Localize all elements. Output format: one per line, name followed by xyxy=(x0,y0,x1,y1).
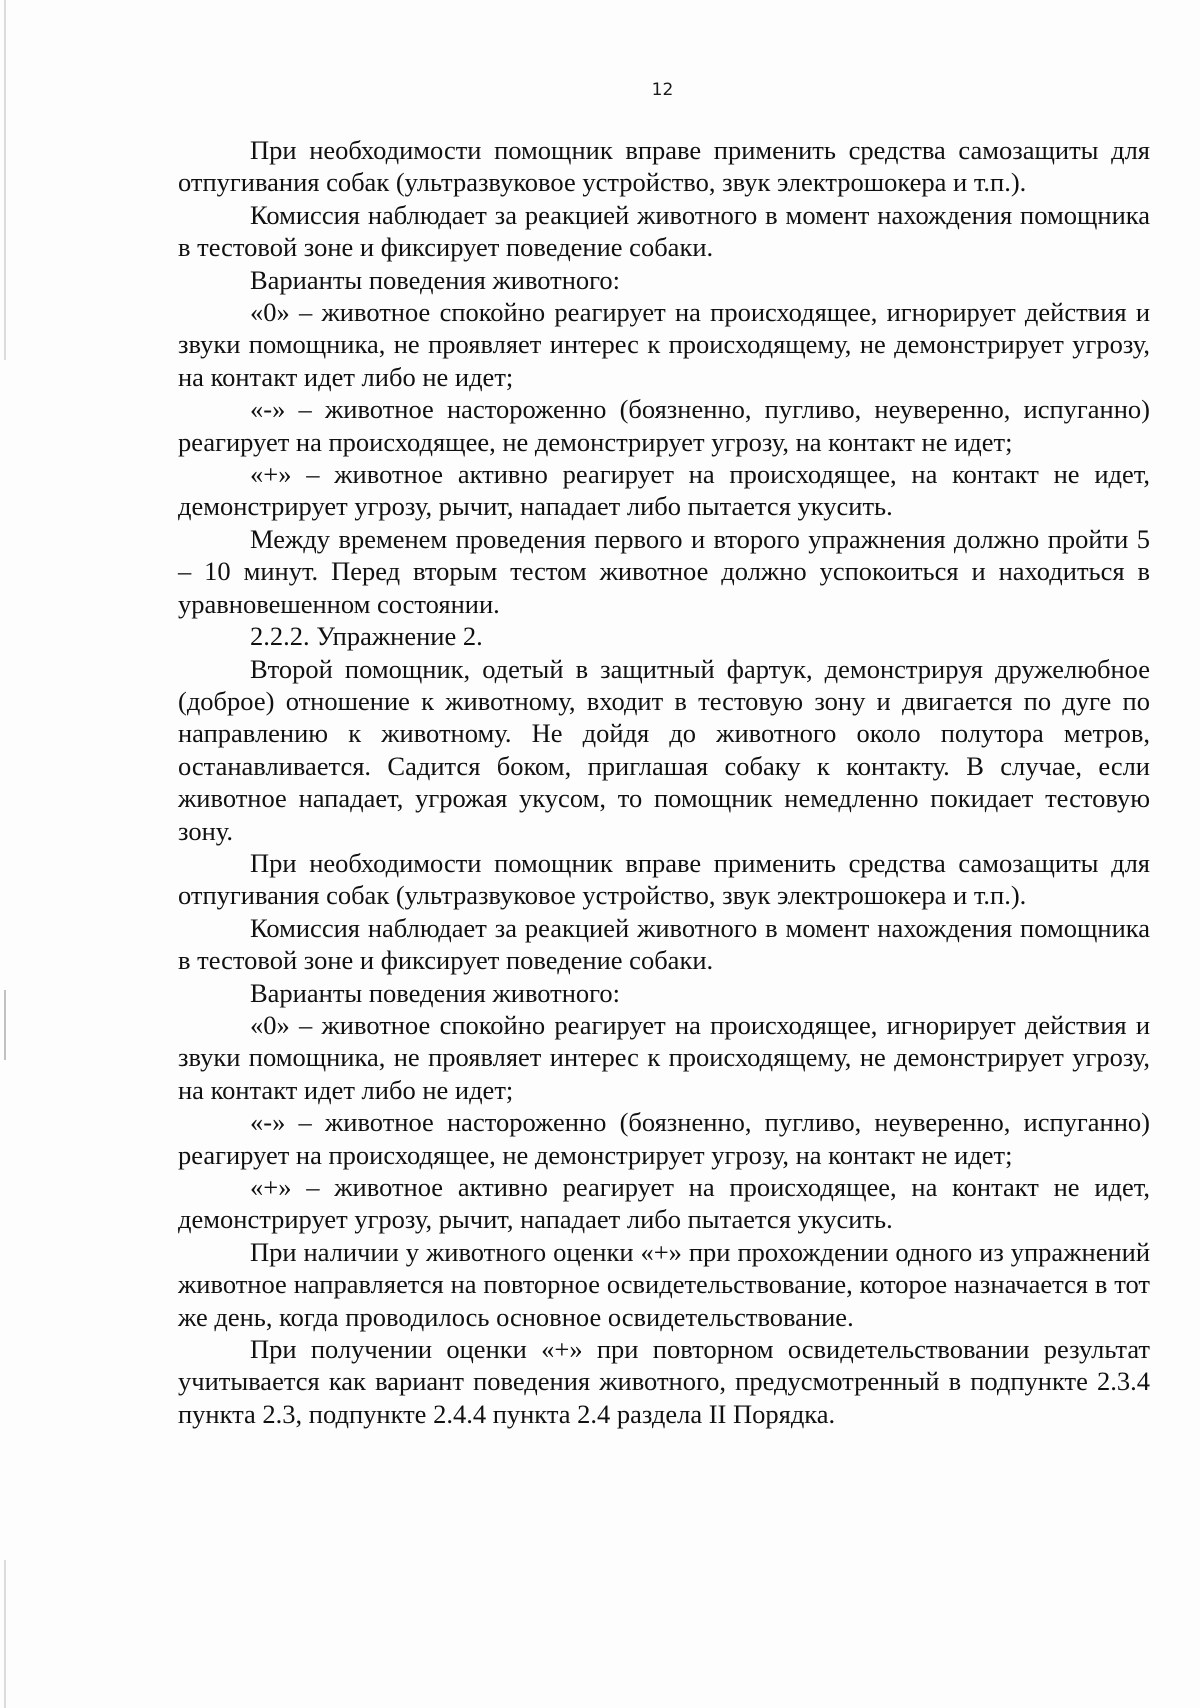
paragraph: «0» – животное спокойно реагирует на происходящее, игнорирует действия и звуки помощника, не проявляет интерес к происходящему, не демонстрирует угрозу, на контакт идет либо не идет; xyxy=(178,297,1150,392)
paragraph: Комиссия наблюдает за реакцией животного в момент нахождения помощника в тестовой зоне и фиксирует поведение собаки. xyxy=(178,912,1150,976)
paragraph: «+» – животное активно реагирует на происходящее, на контакт не идет, демонстрирует угрозу, рычит, нападает либо пытается укусить. xyxy=(178,459,1150,522)
section-heading: 2.2.2. Упражнение 2. xyxy=(250,621,483,652)
paragraph: «-» – животное настороженно (боязненно, пугливо, неуверенно, испуганно) реагирует на происходящее, не демонстрирует угрозу, на контакт не идет; xyxy=(178,1107,1150,1170)
paragraph: Комиссия наблюдает за реакцией животного в момент нахождения помощника в тестовой зоне и фиксирует поведение собаки. xyxy=(178,199,1150,263)
paragraph: Варианты поведения животного: xyxy=(250,977,621,1008)
paragraph: При получении оценки «+» при повторном освидетельствовании результат учитывается как вариант поведения животного, предусмотренный в подпункте 2.3.4 пункта 2.3, подпункте 2.4.4 пункта 2.4 раздела II Порядка. xyxy=(178,1334,1150,1429)
paragraph: «-» – животное настороженно (боязненно, пугливо, неуверенно, испуганно) реагирует на происходящее, не демонстрирует угрозу, на контакт не идет; xyxy=(178,394,1150,457)
paragraph: Второй помощник, одетый в защитный фартук, демонстрируя дружелюбное (доброе) отношение к животному, входит в тестовую зону и двигается по дуге по направлению к животному. Не дойдя до животного около полутора метров, останавливается. Садится боком, приглашая собаку к контакту. В случае, если животное нападает, угрожая укусом, то помощник немедленно покидает тестовую зону. xyxy=(178,653,1150,846)
paragraph: «+» – животное активно реагирует на происходящее, на контакт не идет, демонстрирует угрозу, рычит, нападает либо пытается укусить. xyxy=(178,1172,1150,1235)
paragraph: При необходимости помощник вправе применить средства самозащиты для отпугивания собак (ультразвуковое устройство, звук электрошокера и т.п.). xyxy=(178,847,1150,911)
paragraph: Между временем проведения первого и второго упражнения должно пройти 5 – 10 минут. Перед вторым тестом животное должно успокоиться и находиться в уравновешенном состоянии. xyxy=(178,523,1150,619)
scan-edge-mark xyxy=(4,0,6,360)
scan-edge-mark xyxy=(4,990,6,1060)
paragraph: При необходимости помощник вправе применить средства самозащиты для отпугивания собак (ультразвуковое устройство, звук электрошокера и т.п.). xyxy=(178,135,1150,198)
document-body xyxy=(178,134,1150,1430)
paragraph: При наличии у животного оценки «+» при прохождении одного из упражнений животное направляется на повторное освидетельствование, которое назначается в тот же день, когда проводилось основное освидетельствование. xyxy=(178,1236,1150,1332)
page-number: 12 xyxy=(651,80,674,100)
scan-edge-mark xyxy=(4,1560,6,1708)
paragraph: Варианты поведения животного: xyxy=(250,264,621,295)
paragraph: «0» – животное спокойно реагирует на происходящее, игнорирует действия и звуки помощника, не проявляет интерес к происходящему, не демонстрирует угрозу, на контакт идет либо не идет; xyxy=(178,1009,1150,1105)
